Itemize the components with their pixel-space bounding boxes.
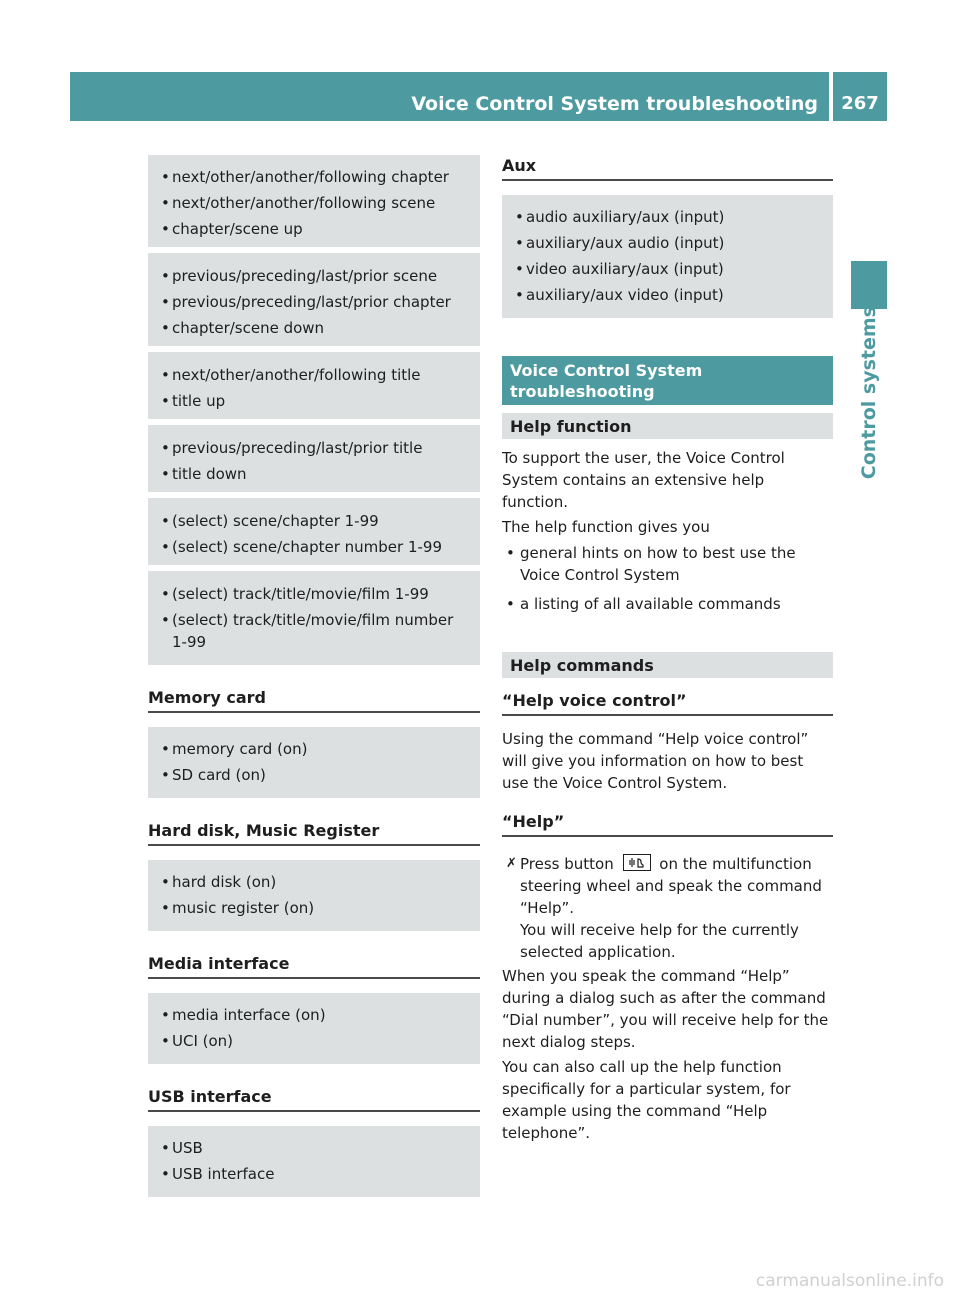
help-dialog-text: When you speak the command “Help” during a dialog such as after the command “Dial number”, you will receive help for the next dialog steps. [502,967,829,1051]
list-item: • title down [161,463,470,485]
list-item: • hard disk (on) [161,871,470,893]
hard-disk-heading: Hard disk, Music Register [148,820,480,846]
page-title: Voice Control System troubleshooting [411,93,818,115]
media-interface-box [148,993,480,1064]
list-item: • SD card (on) [161,764,470,786]
step-text-pre: Press button [520,855,614,873]
help-function-gives: The help function gives you [502,518,710,536]
usb-interface-box [148,1126,480,1197]
memory-card-box [148,727,480,798]
command-group [148,565,480,660]
list-item: • memory card (on) [161,738,470,760]
list-item-text: general hints on how to best use the Voice Control System [520,544,796,584]
step-text-post: on the multifunction steering wheel and speak the command “Help”. [520,855,822,917]
bullet: • [506,544,515,562]
list-item-text: a listing of all available commands [520,595,781,613]
aux-heading: Aux [502,155,833,181]
watermark: carmanualsonline.info [755,1271,944,1291]
list-item [502,542,833,586]
help-system-text: You can also call up the help function specifically for a particular system, for example using the command “Help telephone”. [502,1058,791,1142]
page-number: 267 [841,93,879,114]
list-item: • (select) scene/chapter 1-99 [161,510,470,532]
list-item: • previous/preceding/last/prior title [161,437,470,459]
command-group [148,346,480,419]
right-column [502,155,833,1147]
dvd-commands-box [148,155,480,665]
list-item: • audio auxiliary/aux (input) [515,206,823,228]
list-item: • title up [161,390,470,412]
hard-disk-box [148,860,480,931]
help-voice-control-text: Using the command “Help voice control” will give you information on how to best use the Voice Control System. [502,730,809,792]
help-commands-heading: Help commands [502,652,833,678]
list-item: • chapter/scene up [161,218,470,240]
help-function-intro: To support the user, the Voice Control System contains an extensive help function. [502,449,785,511]
command-group [148,419,480,492]
instruction-step [502,853,833,963]
command-group [148,247,480,346]
voice-control-button-icon [623,854,651,871]
section-tab [851,261,887,309]
list-item: • next/other/another/following scene [161,192,470,214]
help-heading: “Help” [502,811,833,837]
step-result: You will receive help for the currently selected application. [520,921,799,961]
list-item: • USB [161,1137,470,1159]
list-item: • previous/preceding/last/prior chapter [161,291,470,313]
left-column [148,155,480,1197]
list-item: • (select) track/title/movie/film number 1-99 [161,609,470,653]
list-item: • previous/preceding/last/prior scene [161,265,470,287]
list-item: • UCI (on) [161,1030,470,1052]
command-group [148,492,480,565]
bullet: • [506,595,515,613]
section-title: Voice Control System troubleshooting [502,356,833,405]
list-item: • media interface (on) [161,1004,470,1026]
media-interface-heading: Media interface [148,953,480,979]
list-item: • video auxiliary/aux (input) [515,258,823,280]
memory-card-heading: Memory card [148,687,480,713]
list-item: • chapter/scene down [161,317,470,339]
help-voice-control-heading: “Help voice control” [502,690,833,716]
list-item: • auxiliary/aux audio (input) [515,232,823,254]
command-group [161,160,470,247]
list-item: • auxiliary/aux video (input) [515,284,823,306]
usb-interface-heading: USB interface [148,1086,480,1112]
list-item [502,593,833,615]
aux-box [502,195,833,318]
step-marker-icon: ✗ [506,856,517,871]
list-item: • next/other/another/following chapter [161,166,470,188]
list-item: • (select) scene/chapter number 1-99 [161,536,470,558]
list-item: • next/other/another/following title [161,364,470,386]
side-section-label: Control systems [858,306,880,480]
list-item: • USB interface [161,1163,470,1185]
list-item: • music register (on) [161,897,470,919]
list-item: • (select) track/title/movie/film 1-99 [161,583,470,605]
help-function-heading: Help function [502,413,833,439]
